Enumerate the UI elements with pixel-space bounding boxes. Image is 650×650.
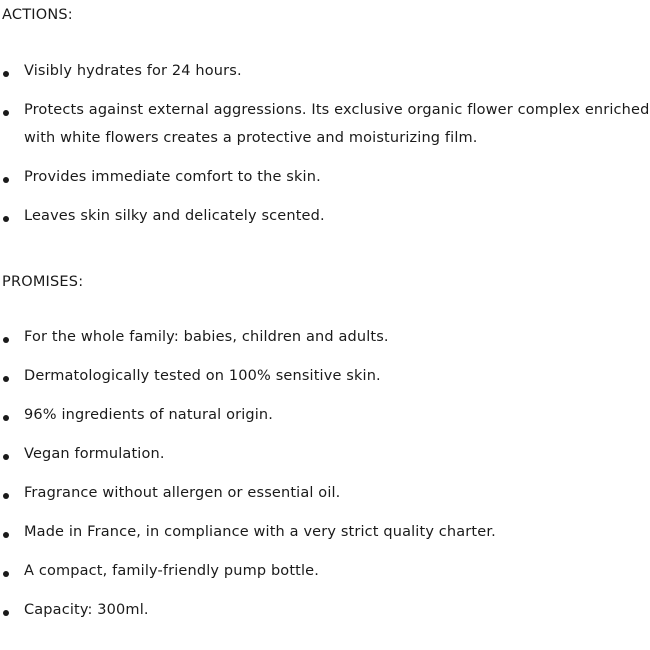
bullet-icon	[3, 337, 9, 343]
bullet-icon	[3, 376, 9, 382]
bullet-icon	[3, 454, 9, 460]
promises-heading: PROMISES:	[2, 274, 84, 290]
list-item-text: Vegan formulation.	[24, 446, 165, 462]
list-item-text: 96% ingredients of natural origin.	[24, 407, 274, 423]
list-item	[2, 479, 650, 507]
list-item-text: Visibly hydrates for 24 hours.	[24, 63, 242, 79]
list-item-text: Dermatologically tested on 100% sensitive skin.	[24, 368, 381, 384]
list-item	[2, 518, 650, 546]
list-item-text: Provides immediate comfort to the skin.	[24, 169, 321, 185]
list-item	[2, 57, 650, 85]
bullet-icon	[3, 415, 9, 421]
bullet-icon	[3, 216, 9, 222]
list-item	[2, 401, 650, 429]
list-item-text: Fragrance without allergen or essential oil.	[24, 485, 341, 501]
list-item	[2, 163, 650, 191]
promises-list	[2, 323, 650, 624]
list-item-text: Made in France, in compliance with a very strict quality charter.	[24, 524, 496, 540]
list-item	[2, 362, 650, 390]
bullet-icon	[3, 110, 9, 116]
list-item-text: Protects against external aggressions. Its exclusive organic flower complex enriched with white flowers creates a protective and moisturizing film.	[24, 102, 650, 146]
bullet-icon	[3, 532, 9, 538]
list-item	[2, 596, 650, 624]
list-item-text: Leaves skin silky and delicately scented.	[24, 208, 325, 224]
list-item-text: For the whole family: babies, children and adults.	[24, 329, 389, 345]
bullet-icon	[3, 177, 9, 183]
actions-list	[2, 57, 650, 230]
bullet-icon	[3, 493, 9, 499]
list-item	[2, 96, 650, 152]
bullet-icon	[3, 71, 9, 77]
bullet-icon	[3, 610, 9, 616]
list-item	[2, 557, 650, 585]
list-item-text: A compact, family-friendly pump bottle.	[24, 563, 320, 579]
bullet-icon	[3, 571, 9, 577]
list-item	[2, 323, 650, 351]
list-item-text: Capacity: 300ml.	[24, 602, 149, 618]
list-item	[2, 202, 650, 230]
list-item	[2, 440, 650, 468]
actions-heading: ACTIONS:	[2, 7, 73, 23]
